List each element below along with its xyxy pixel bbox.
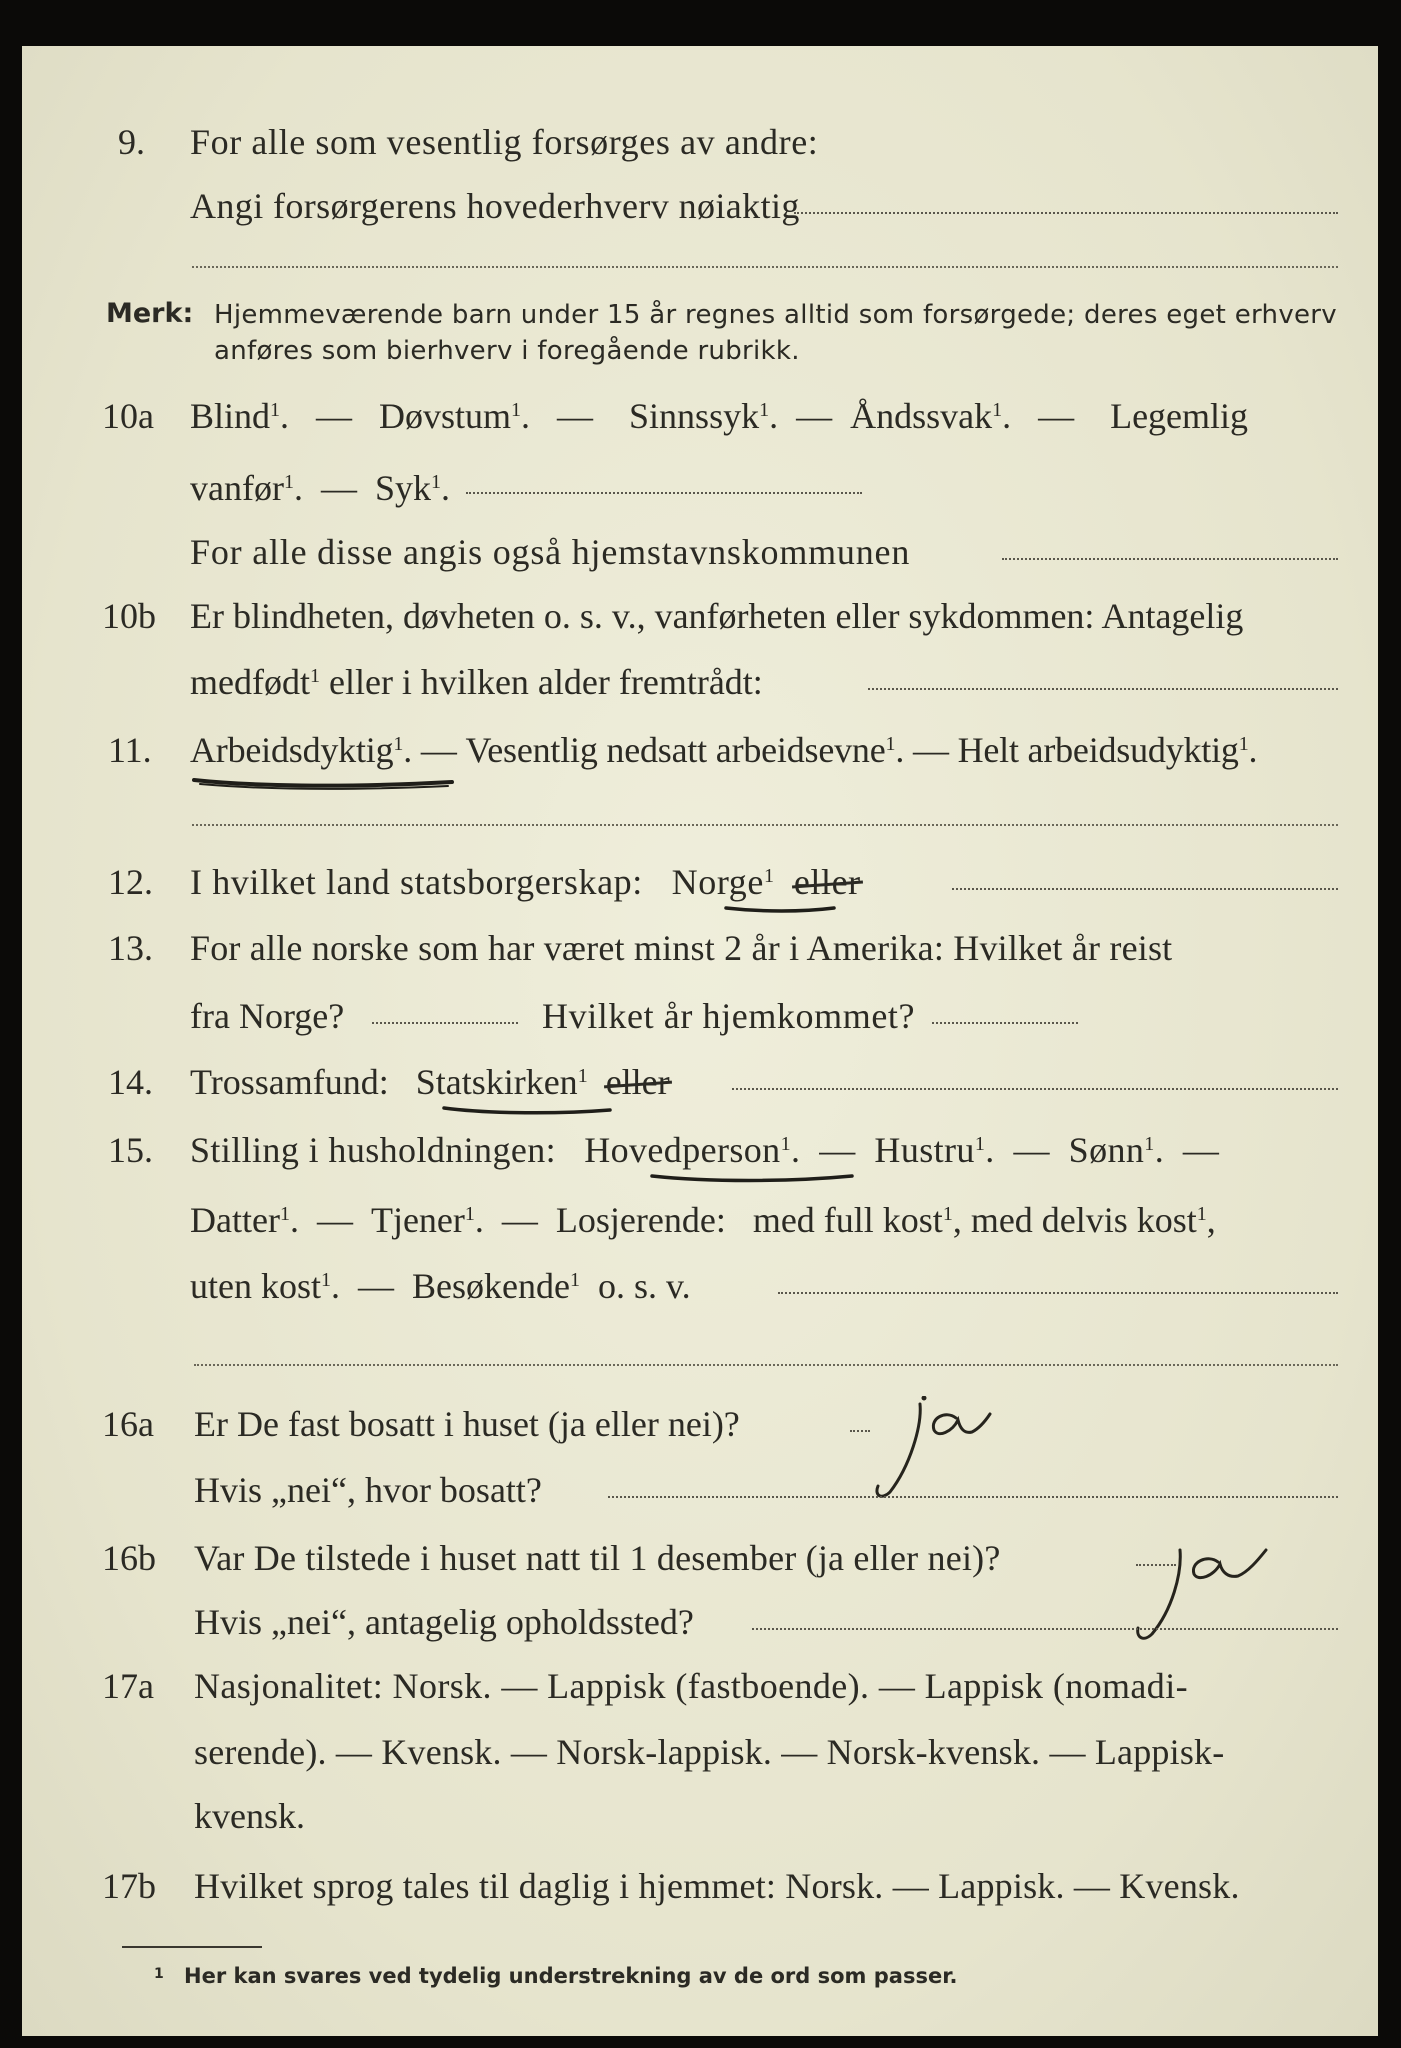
q12-number: 12. [108, 862, 153, 902]
q10b-alder-text: eller i hvilken alder fremtrådt: [328, 662, 763, 702]
footnote-ref: 1 [309, 665, 320, 687]
opt-delvis-kost[interactable]: med delvis kost [970, 1200, 1197, 1240]
opt-tjener[interactable]: Tjener [370, 1200, 465, 1240]
q12-text: I hvilket land statsborgerskap: [190, 862, 643, 902]
opt-norge[interactable]: Norge [671, 862, 764, 902]
footnote-ref: 1 [974, 1133, 986, 1155]
q15-osv: o. s. v. [597, 1266, 691, 1306]
q17a-line2: serende). — Kvensk. — Norsk-lappisk. — Norsk-kvensk. — Lappisk- [194, 1732, 1225, 1772]
opt-sinnssyk[interactable]: Sinnssyk [629, 396, 760, 436]
q9-line2: Angi forsørgerens hovederhverv nøiaktig [190, 186, 800, 226]
opt-datter[interactable]: Datter [190, 1200, 280, 1240]
q9-answer-field [794, 212, 1338, 214]
q14-line [190, 1064, 670, 1100]
footnote-ref: 1 [511, 399, 522, 421]
q10a-line2: vanfør$^1$. — Syk$^1$. [190, 468, 450, 508]
footnote-ref: 1 [885, 733, 896, 755]
footnote-ref: 1 [270, 399, 281, 421]
merk-line1: Hjemmeværende barn under 15 år regnes alltid som forsørgede; deres eget erhverv [214, 300, 1337, 330]
opt-statskirken[interactable]: Statskirken [415, 1062, 578, 1102]
dash: — [501, 1200, 538, 1240]
merk-label: Merk: [106, 298, 194, 329]
opt-helt-arbeidsudyktig[interactable]: Helt arbeidsudyktig [957, 730, 1239, 770]
underline-arbeidsdyktig [190, 766, 460, 792]
footnote-text: Her kan svares ved tydelig understrekning av de ord som passer. [184, 1964, 958, 1988]
footnote-ref: 1 [1144, 1133, 1155, 1155]
opt-medfodt[interactable]: medfødt [190, 662, 310, 702]
opt-syk[interactable]: Syk [374, 468, 431, 508]
q10b-line2 [190, 664, 763, 700]
dash: — [819, 1130, 856, 1170]
opt-vesentlig-nedsatt[interactable]: Vesentlig nedsatt arbeidsevne [465, 730, 886, 770]
footnote-ref: 1 [759, 399, 770, 421]
q13-line1: For alle norske som har været minst 2 år i Amerika: Hvilket år reist [190, 928, 1173, 968]
q13-hjem-label: Hvilket år hjemkommet? [542, 996, 916, 1036]
q17b-line1: Hvilket sprog tales til daglig i hjemmet: Norsk. — Lappisk. — Kvensk. [194, 1866, 1240, 1906]
dash: — [557, 396, 594, 436]
dash: — [912, 730, 949, 770]
merk-line2: anføres som bierhverv i foregående rubrikk. [214, 336, 800, 366]
q13-fra-label: fra Norge? [190, 996, 345, 1036]
q10b-line1: Er blindheten, døvheten o. s. v., vanførheten eller sykdommen: Antagelig [190, 596, 1244, 636]
opt-andssvak[interactable]: Åndssvak [850, 396, 993, 436]
dash: — [1013, 1130, 1050, 1170]
dash: — [1182, 1130, 1220, 1170]
dash: — [420, 730, 457, 770]
q10b-number: 10b [102, 596, 156, 636]
opt-blind[interactable]: Blind [190, 396, 271, 436]
footnote-ref: 1 [1196, 1203, 1207, 1225]
footnote-mark: 1 [154, 1966, 164, 1982]
footnote-ref: 1 [1238, 733, 1249, 755]
q15-answer-line [194, 1364, 1338, 1366]
q15-other-field [778, 1292, 1338, 1294]
q15-line3: uten kost$^1$. — Besøkende$^1$ o. s. v. [190, 1266, 691, 1306]
q12-line [190, 864, 861, 900]
q16b-number: 16b [102, 1538, 156, 1578]
q11-line: Arbeidsdyktig$^1$. — Vesentlig nedsatt arbeidsevne$^1$. — Helt arbeidsudyktig$^1$. [190, 730, 1258, 770]
q17a-line3: kvensk. [194, 1796, 305, 1836]
footnote-ref: 1 [279, 1203, 290, 1225]
q13-hjem-field [932, 1022, 1078, 1024]
q10a-line1: Blind$^1$. — Døvstum$^1$. — Sinnssyk$^1$. — Åndssvak$^1$. — Legemlig [190, 396, 1249, 436]
q15-losjerende: Losjerende: [555, 1200, 726, 1240]
footnote-ref: 1 [321, 1269, 331, 1291]
q13-number: 13. [108, 928, 153, 968]
opt-legemlig[interactable]: Legemlig [1110, 396, 1249, 436]
q10b-alder-field [868, 688, 1338, 690]
footnote-ref: 1 [942, 1203, 953, 1225]
q16a-bosatt-field [608, 1496, 1338, 1498]
opt-hovedperson[interactable]: Hovedperson [584, 1130, 781, 1170]
q16a-handwritten-answer [860, 1396, 1020, 1506]
q17a-number: 17a [102, 1666, 154, 1706]
footnote-ref: 1 [569, 1269, 580, 1291]
q15-text: Stilling i husholdningen: [190, 1130, 557, 1170]
footnote-ref: 1 [431, 471, 441, 493]
q15-line1: Stilling i husholdningen: Hovedperson$^1$. — Hustru$^1$. — Sønn$^1$. — [190, 1130, 1220, 1170]
q16a-line1: Er De fast bosatt i huset (ja eller nei)? [194, 1404, 740, 1444]
q10a-line3: For alle disse angis også hjemstavnskommunen [190, 532, 911, 572]
q15-line2: Datter$^1$. — Tjener$^1$. — Losjerende: med full kost$^1$, med delvis kost$^1$, [190, 1200, 1216, 1240]
opt-uten-kost[interactable]: uten kost [190, 1266, 321, 1306]
q15-number: 15. [108, 1130, 153, 1170]
footnote-ref: 1 [992, 399, 1003, 421]
q12-other-field [952, 888, 1338, 890]
dash: — [358, 1266, 394, 1306]
q10a-hjemstavn-field [1002, 558, 1338, 560]
dash: — [1038, 396, 1075, 436]
census-form-page [22, 46, 1378, 2036]
footnote-ref: 1 [393, 733, 404, 755]
q13-reist-field [372, 1022, 518, 1024]
footnote-ref: 1 [464, 1203, 475, 1225]
dash: — [316, 1200, 353, 1240]
footnote-ref: 1 [764, 865, 775, 887]
footnote-ref: 1 [283, 471, 294, 493]
dash: — [796, 396, 833, 436]
opt-arbeidsdyktig[interactable]: Arbeidsdyktig [190, 730, 394, 770]
q16b-line1: Var De tilstede i huset natt til 1 desember (ja eller nei)? [194, 1538, 1001, 1578]
q9-number: 9. [118, 122, 145, 162]
dash: — [320, 468, 357, 508]
q12-eller-struck: eller [793, 862, 861, 902]
q14-text: Trossamfund: [190, 1062, 389, 1102]
q16a-line2: Hvis „nei“, hvor bosatt? [194, 1470, 542, 1510]
underline-norge [722, 898, 842, 918]
opt-hustru[interactable]: Hustru [874, 1130, 975, 1170]
opt-besokende[interactable]: Besøkende [412, 1266, 570, 1306]
opt-dovstum[interactable]: Døvstum [379, 396, 512, 436]
opt-sonn[interactable]: Sønn [1068, 1130, 1145, 1170]
opt-vanfor[interactable]: vanfør [190, 468, 284, 508]
q14-number: 14. [108, 1062, 153, 1102]
q11-answer-line [192, 824, 1338, 826]
q16b-line2: Hvis „nei“, antagelig opholdssted? [194, 1602, 694, 1642]
footnote-ref: 1 [780, 1133, 791, 1155]
q16b-opphold-field [752, 1628, 1338, 1630]
q16b-handwritten-answer [1122, 1532, 1342, 1652]
q14-other-field [732, 1088, 1338, 1090]
opt-full-kost[interactable]: med full kost [752, 1200, 943, 1240]
underline-hovedperson [648, 1166, 858, 1188]
underline-statskirken [440, 1098, 616, 1120]
q16a-number: 16a [102, 1404, 154, 1444]
q14-eller-struck: eller [605, 1062, 670, 1102]
footnote-ref: 1 [577, 1065, 588, 1087]
q10a-number: 10a [102, 396, 154, 436]
q17b-number: 17b [102, 1866, 156, 1906]
q9-line1: For alle som vesentlig forsørges av andre: [190, 122, 819, 162]
q17a-line1: Nasjonalitet: Norsk. — Lappisk (fastboende). — Lappisk (nomadi- [194, 1666, 1188, 1706]
dash: — [316, 396, 353, 436]
footnote-rule [122, 1946, 262, 1948]
q10a-syk-field [466, 492, 862, 494]
q11-number: 11. [108, 730, 152, 770]
q9-answer-line [192, 266, 1338, 268]
